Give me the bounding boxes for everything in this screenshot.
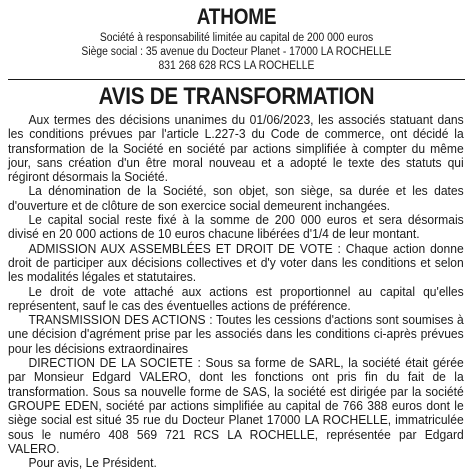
paragraph-denomination: La dénomination de la Société, son objet, son siège, sa durée et les dates d'ouverture et de clôture de son exercice social demeurent inchangées.	[8, 183, 464, 213]
paragraph-capital: Le capital social reste fixé à la somme de 200 000 euros et sera désormais divisé en 20 000 actions de 10 euros chacune libérées d'1/4 de leur montant.	[8, 212, 464, 242]
paragraph-signature: Pour avis, Le Président.	[28, 455, 157, 470]
company-registration: 831 268 628 RCS LA ROCHELLE	[158, 60, 315, 72]
paragraph-decisions: Aux termes des décisions unanimes du 01/06/2023, les associés statuant dans les conditions prévues par l'article L.227-3 du Code de commerce, ont décidé la transformation de la Société en société par actions simplifiée à compter du même jour, sans création d'un être moral nouveau et a adopté le texte des statuts qui régiront désormais la Société.	[8, 112, 464, 185]
paragraph-admission: ADMISSION AUX ASSEMBLÉES ET DROIT DE VOTE : Chaque action donne droit de participer aux décisions collectives et d'y voter dans les conditions et selon les modalités légales et statutaires.	[8, 240, 464, 285]
paragraph-direction: DIRECTION DE LA SOCIETE : Sous sa forme de SARL, la société était gérée par Monsieur Edgard VALERO, dont les fonctions ont pris fin du fait de la transformation. Sous sa nouvelle forme de SAS, la société est dirigée par la société GROUPE EDEN, société par actions simplifiée au capital de 766 388 euros dont le siège social est situé 35 rue du Docteur Planet 17000 LA ROCHELLE, immatriculée sous le numéro 408 569 721 RCS LA ROCHELLE, représentée par Edgard VALERO.	[8, 355, 464, 456]
header-divider	[8, 79, 465, 80]
company-details	[8, 31, 465, 73]
paragraph-voting-rights: Le droit de vote attaché aux actions est proportionnel au capital qu'elles représentent, sauf le cas des éventuelles actions de préférence.	[8, 283, 464, 313]
notice-body	[8, 113, 465, 470]
paragraph-transmission: TRANSMISSION DES ACTIONS : Toutes les cessions d'actions sont soumises à une décision d'agrément prise par les associés dans les conditions ci-après prévues pour les décisions extraordinaires	[8, 312, 464, 356]
company-legal-form: Société à responsabilité limitée au capital de 200 000 euros	[99, 32, 374, 44]
company-name: ATHOME	[196, 4, 277, 29]
company-address: Siège social : 35 avenue du Docteur Planet - 17000 LA ROCHELLE	[81, 46, 392, 58]
notice-title: AVIS DE TRANSFORMATION	[98, 83, 375, 110]
